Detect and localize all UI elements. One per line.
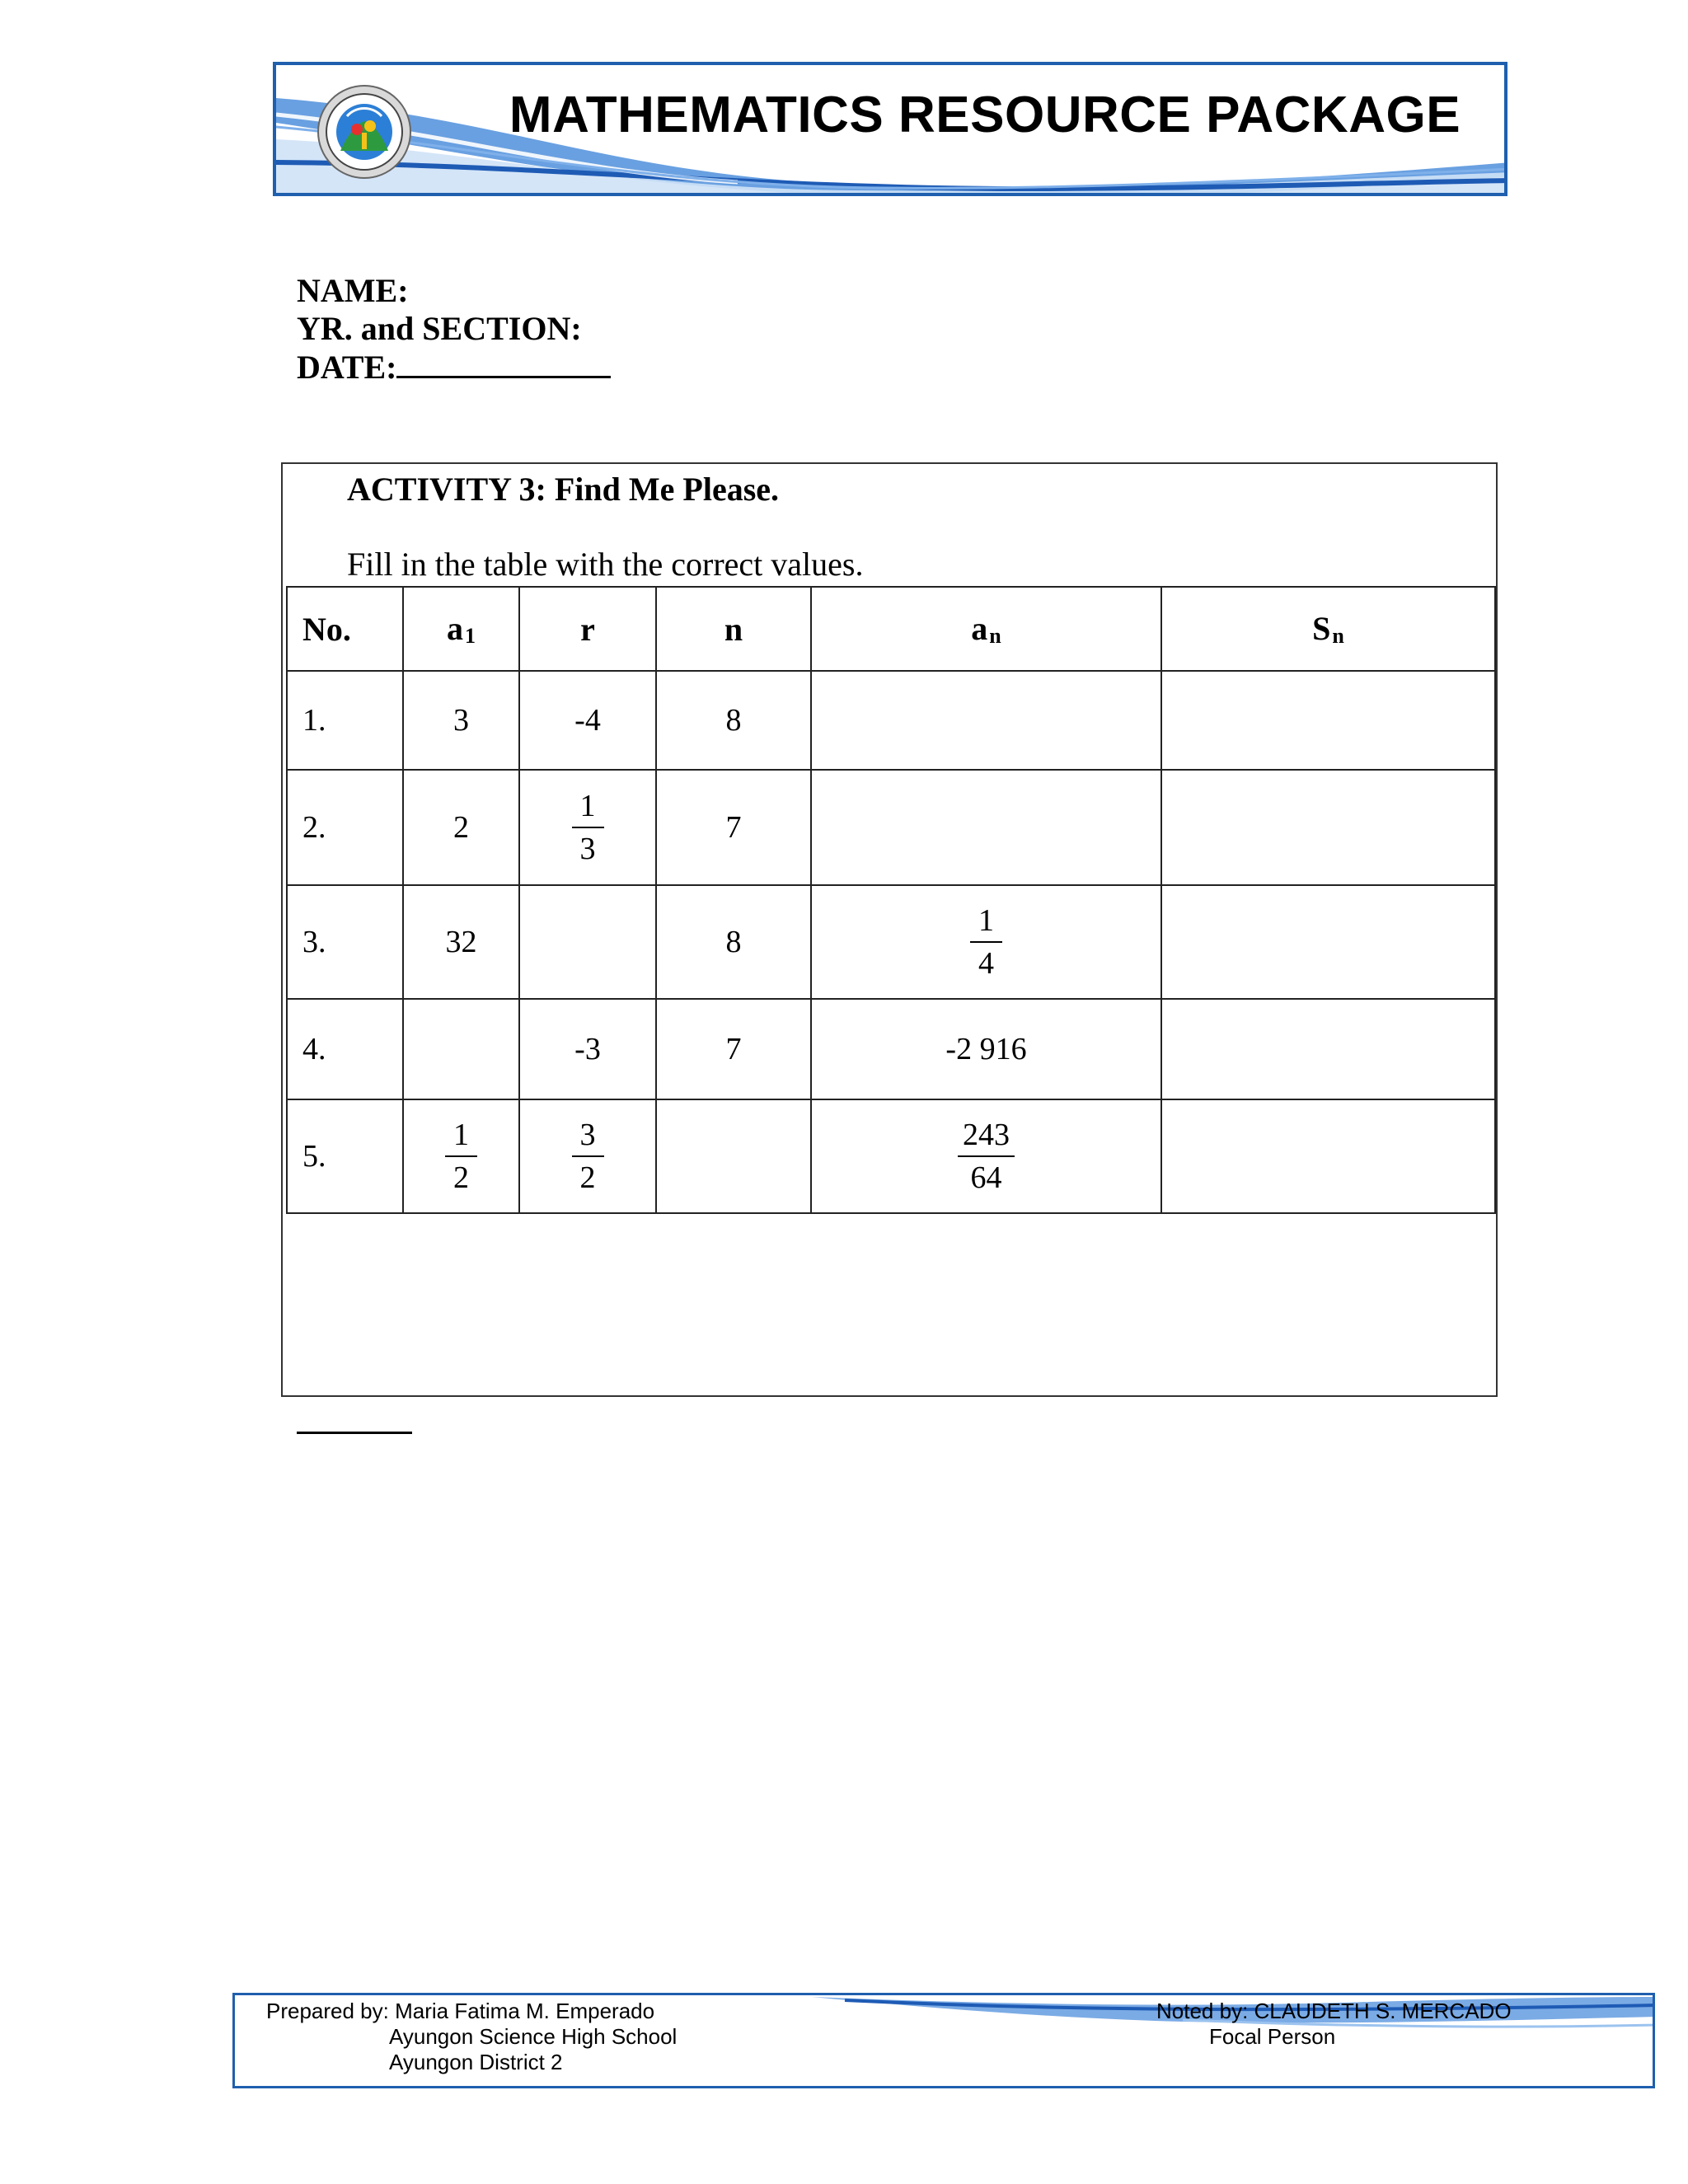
noted-title: Focal Person [1209, 2024, 1336, 2049]
header-an: an [811, 587, 1161, 671]
fraction: $\frac{1}{4}$ [970, 900, 1002, 984]
header-banner [273, 62, 1507, 196]
header-n: n [656, 587, 811, 671]
date-label: DATE: [297, 349, 397, 386]
cell-sn-blank[interactable] [1161, 885, 1495, 999]
name-label: NAME: [297, 272, 409, 309]
header-a1: a1 [403, 587, 519, 671]
fraction: $\frac{3}{2}$ [572, 1114, 604, 1198]
cell-sn-blank[interactable] [1161, 1099, 1495, 1213]
cell-r: -3 [519, 999, 656, 1099]
header-r: r [519, 587, 656, 671]
cell-an-blank[interactable] [811, 770, 1161, 885]
table-row [287, 671, 1495, 770]
cell-sn-blank[interactable] [1161, 671, 1495, 770]
cell-a1: 32 [403, 885, 519, 999]
fraction: $\frac{243}{64}$ [958, 1114, 1015, 1198]
cell-r: -4 [519, 671, 656, 770]
student-info [297, 272, 611, 387]
section-label: YR. and SECTION: [297, 310, 582, 347]
footnote-divider [297, 1432, 412, 1434]
cell-n: 8 [656, 671, 811, 770]
table-row [287, 885, 1495, 999]
cell-an: -2 916 [811, 999, 1161, 1099]
cell-n: 7 [656, 770, 811, 885]
cell-no: 4. [287, 999, 403, 1099]
cell-a1-blank[interactable] [403, 999, 519, 1099]
cell-no: 1. [287, 671, 403, 770]
district-name: Ayungon District 2 [389, 2050, 563, 2074]
worksheet-table [286, 586, 1496, 1214]
cell-n: 8 [656, 885, 811, 999]
table-header-row [287, 587, 1495, 671]
cell-an [811, 885, 1161, 999]
cell-a1 [403, 1099, 519, 1213]
deped-seal-icon [316, 83, 413, 180]
cell-a1: 2 [403, 770, 519, 885]
cell-sn-blank[interactable] [1161, 999, 1495, 1099]
date-blank-line [396, 348, 611, 378]
cell-a1: 3 [403, 671, 519, 770]
fraction: $\frac{1}{2}$ [445, 1114, 477, 1198]
cell-no: 5. [287, 1099, 403, 1213]
prepared-by: Prepared by: Maria Fatima M. Emperado [266, 1999, 655, 2023]
cell-an [811, 1099, 1161, 1213]
cell-no: 2. [287, 770, 403, 885]
cell-sn-blank[interactable] [1161, 770, 1495, 885]
cell-r [519, 1099, 656, 1213]
cell-an-blank[interactable] [811, 671, 1161, 770]
activity-box [281, 462, 1498, 1397]
table-row [287, 999, 1495, 1099]
header-sn: Sn [1161, 587, 1495, 671]
activity-instruction: Fill in the table with the correct values. [347, 546, 864, 583]
school-name: Ayungon Science High School [389, 2024, 678, 2049]
footer [232, 1993, 1655, 2088]
activity-title: ACTIVITY 3: Find Me Please. [347, 471, 780, 508]
cell-no: 3. [287, 885, 403, 999]
cell-r-blank[interactable] [519, 885, 656, 999]
fraction: $\frac{1}{3}$ [572, 785, 604, 869]
page-title: MATHEMATICS RESOURCE PACKAGE [509, 87, 1461, 143]
header-no: No. [287, 587, 403, 671]
cell-r [519, 770, 656, 885]
table-row [287, 1099, 1495, 1213]
cell-n-blank[interactable] [656, 1099, 811, 1213]
table-row [287, 770, 1495, 885]
cell-n: 7 [656, 999, 811, 1099]
date-row [297, 348, 611, 387]
noted-by: Noted by: CLAUDETH S. MERCADO [1156, 1999, 1512, 2023]
